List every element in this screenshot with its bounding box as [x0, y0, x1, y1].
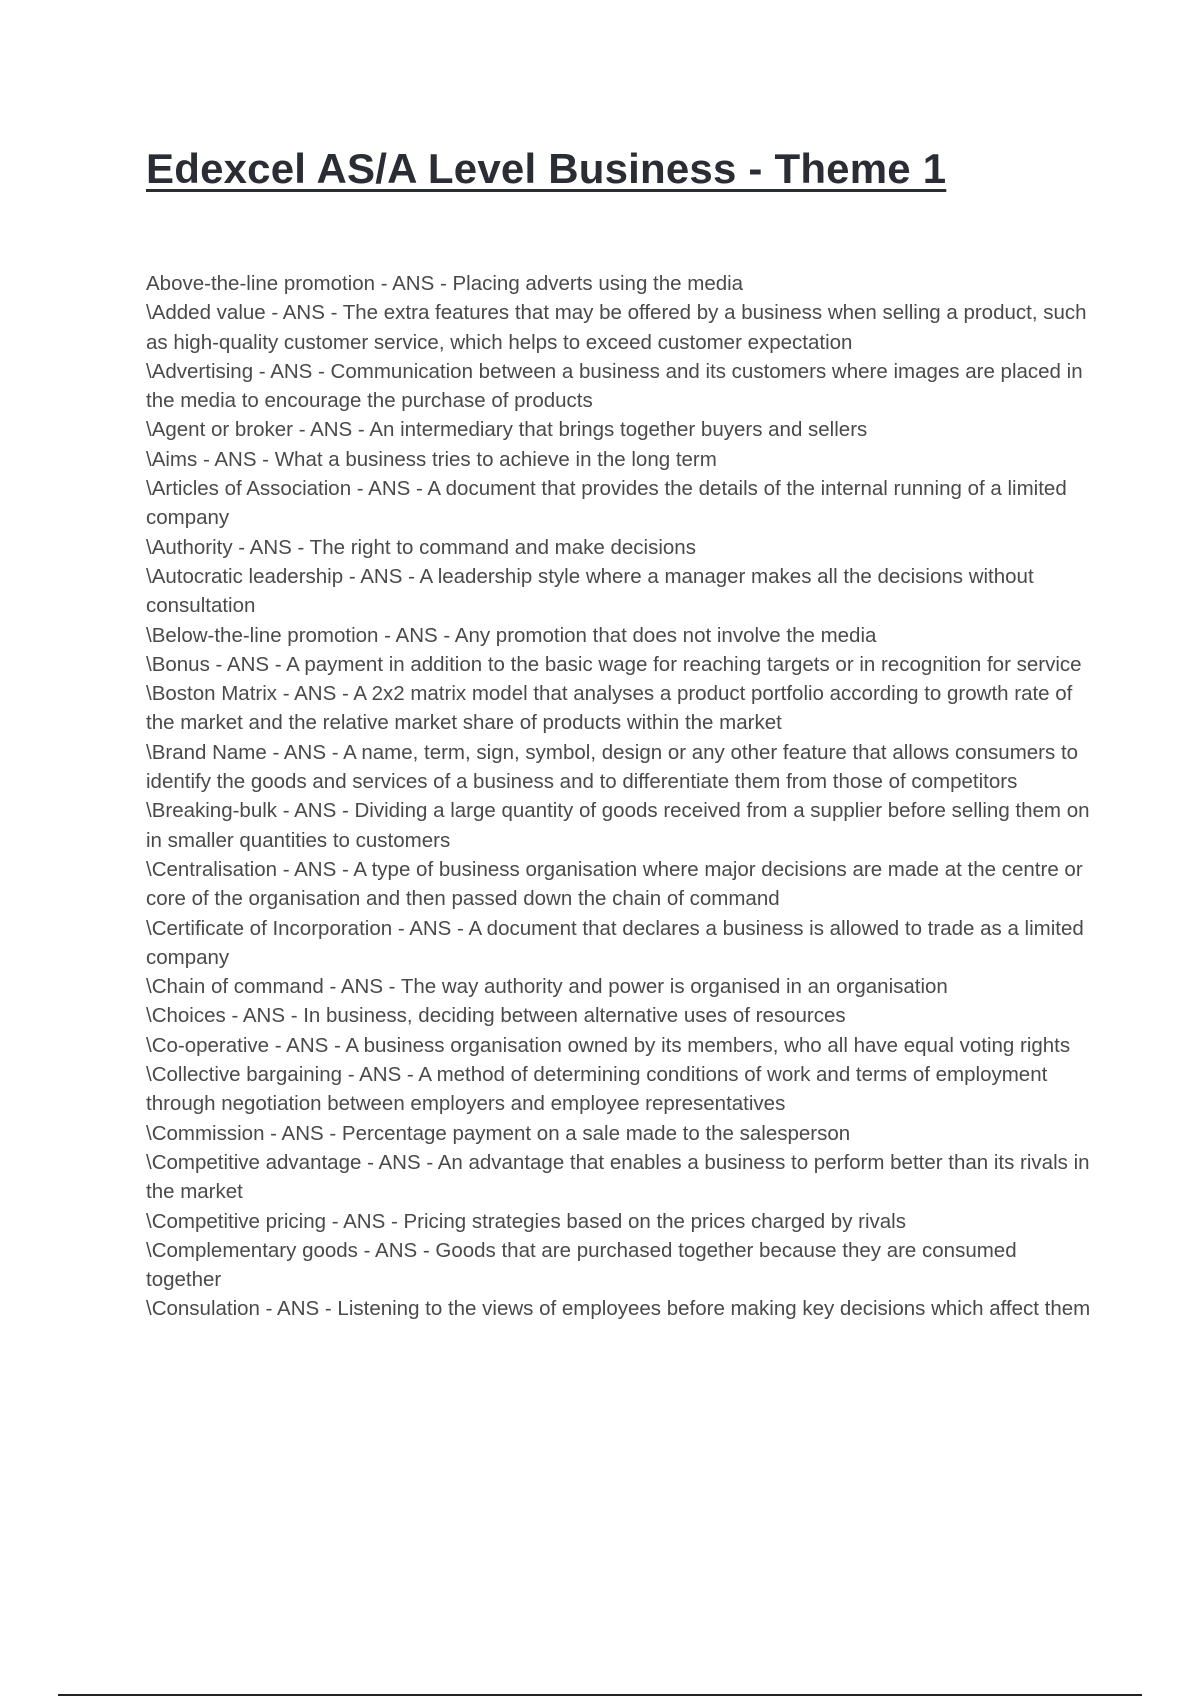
glossary-entry: \Agent or broker - ANS - An intermediary that brings together buyers and sellers: [146, 418, 868, 442]
glossary-entry: \Added value - ANS - The extra features that may be offered by a business when selling a product, such as high-quality customer service, which helps to exceed customer expectation: [146, 301, 1087, 354]
glossary-entry: \Advertising - ANS - Communication between a business and its customers where images are placed in the media to encourage the purchase of products: [146, 359, 1083, 413]
glossary-entry: \Authority - ANS - The right to command and make decisions: [146, 535, 696, 559]
glossary-entry: \Brand Name - ANS - A name, term, sign, symbol, design or any other feature that allows consumers to identify the goods and services of a business and to differentiate them from those of competitors: [146, 740, 1079, 794]
glossary-entry: \Certificate of Incorporation - ANS - A document that declares a business is allowed to trade as a limited company: [146, 916, 1084, 969]
glossary-entry: \Competitive advantage - ANS - An advantage that enables a business to perform better than its rivals in the market: [146, 1150, 1090, 1204]
glossary-entry: \Boston Matrix - ANS - A 2x2 matrix model that analyses a product portfolio according to growth rate of the market and the relative market share of products within the market: [146, 682, 1073, 735]
glossary-entry: \Autocratic leadership - ANS - A leadership style where a manager makes all the decisions without consultation: [146, 564, 1034, 618]
page-title: Edexcel AS/A Level Business - Theme 1: [146, 145, 947, 192]
glossary-entry: \Commission - ANS - Percentage payment on a sale made to the salesperson: [146, 1121, 851, 1145]
glossary-entry: Above-the-line promotion - ANS - Placing adverts using the media: [146, 272, 744, 295]
glossary-entry: \Breaking-bulk - ANS - Dividing a large quantity of goods received from a supplier before selling them on in smaller quantities to customers: [146, 799, 1090, 852]
glossary-entry: \Complementary goods - ANS - Goods that are purchased together because they are consumed together: [146, 1238, 1017, 1292]
glossary-entry: \Competitive pricing - ANS - Pricing strategies based on the prices charged by rivals: [146, 1209, 906, 1233]
glossary-list: [146, 269, 1092, 1324]
glossary-entry: \Aims - ANS - What a business tries to achieve in the long term: [146, 447, 717, 471]
glossary-entry: \Below-the-line promotion - ANS - Any promotion that does not involve the media: [146, 623, 877, 647]
glossary-entry: \Consulation - ANS - Listening to the views of employees before making key decisions which affect them: [146, 1297, 1091, 1321]
footer-divider: [58, 1694, 1142, 1696]
glossary-entry: \Chain of command - ANS - The way authority and power is organised in an organisation: [146, 975, 948, 999]
glossary-entry: \Bonus - ANS - A payment in addition to the basic wage for reaching targets or in recognition for service: [146, 652, 1082, 676]
glossary-entry: \Collective bargaining - ANS - A method of determining conditions of work and terms of employment through negotiation between employers and employee representatives: [146, 1063, 1048, 1116]
glossary-entry: \Centralisation - ANS - A type of business organisation where major decisions are made at the centre or core of the organisation and then passed down the chain of command: [146, 857, 1083, 911]
glossary-entry: \Articles of Association - ANS - A document that provides the details of the internal running of a limited company: [146, 477, 1067, 530]
glossary-entry: \Choices - ANS - In business, deciding between alternative uses of resources: [146, 1004, 846, 1028]
glossary-entry: \Co-operative - ANS - A business organisation owned by its members, who all have equal voting rights: [146, 1033, 1071, 1057]
